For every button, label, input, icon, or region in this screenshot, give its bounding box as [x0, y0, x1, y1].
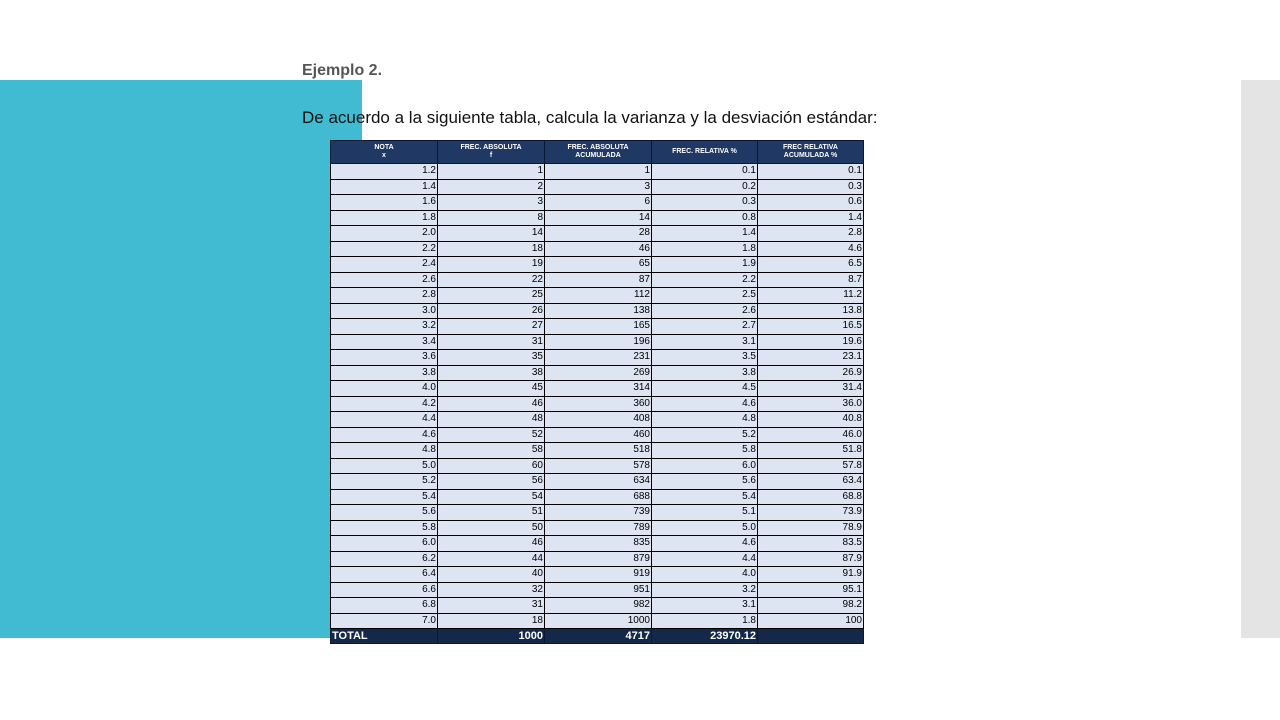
table-row — [331, 164, 864, 180]
cell-frec-relativa: 0.8 — [652, 210, 758, 226]
table-row — [331, 226, 864, 242]
table-row — [331, 195, 864, 211]
table-row — [331, 567, 864, 583]
cell-frec-relativa: 5.0 — [652, 520, 758, 536]
decorative-gray-strip — [1241, 80, 1280, 638]
cell-frec-relativa: 3.8 — [652, 365, 758, 381]
cell-nota: 6.8 — [331, 598, 438, 614]
cell-nota: 1.6 — [331, 195, 438, 211]
cell-nota: 3.0 — [331, 303, 438, 319]
cell-frec-absoluta-acumulada: 65 — [545, 257, 652, 273]
cell-nota: 5.8 — [331, 520, 438, 536]
cell-frec-relativa-acumulada: 78.9 — [758, 520, 864, 536]
cell-frec-relativa: 4.6 — [652, 536, 758, 552]
cell-frec-absoluta: 19 — [438, 257, 545, 273]
cell-nota: 3.6 — [331, 350, 438, 366]
cell-nota: 6.6 — [331, 582, 438, 598]
cell-frec-absoluta: 51 — [438, 505, 545, 521]
cell-frec-absoluta: 52 — [438, 427, 545, 443]
cell-frec-absoluta-acumulada: 3 — [545, 179, 652, 195]
cell-nota: 6.0 — [331, 536, 438, 552]
cell-nota: 6.4 — [331, 567, 438, 583]
cell-frec-absoluta: 50 — [438, 520, 545, 536]
cell-frec-relativa: 3.1 — [652, 334, 758, 350]
cell-frec-relativa: 0.3 — [652, 195, 758, 211]
cell-frec-relativa: 6.0 — [652, 458, 758, 474]
cell-frec-relativa-acumulada: 73.9 — [758, 505, 864, 521]
cell-frec-relativa: 1.8 — [652, 241, 758, 257]
cell-frec-absoluta: 31 — [438, 334, 545, 350]
cell-frec-relativa-acumulada: 40.8 — [758, 412, 864, 428]
cell-frec-relativa: 1.8 — [652, 613, 758, 629]
cell-nota: 3.8 — [331, 365, 438, 381]
cell-frec-relativa: 4.8 — [652, 412, 758, 428]
cell-frec-relativa: 3.2 — [652, 582, 758, 598]
cell-frec-absoluta-acumulada: 578 — [545, 458, 652, 474]
col-header-frec-relativa-acumulada: FREC RELATIVA ACUMULADA % — [758, 141, 864, 164]
cell-frec-absoluta-acumulada: 14 — [545, 210, 652, 226]
cell-frec-relativa: 5.2 — [652, 427, 758, 443]
cell-nota: 3.4 — [331, 334, 438, 350]
cell-frec-absoluta: 3 — [438, 195, 545, 211]
total-frec-absoluta-acumulada: 4717 — [545, 629, 652, 644]
cell-frec-absoluta: 2 — [438, 179, 545, 195]
cell-frec-absoluta-acumulada: 87 — [545, 272, 652, 288]
cell-frec-relativa-acumulada: 63.4 — [758, 474, 864, 490]
cell-frec-absoluta: 46 — [438, 396, 545, 412]
cell-frec-relativa: 4.0 — [652, 567, 758, 583]
cell-frec-absoluta: 56 — [438, 474, 545, 490]
cell-frec-relativa: 5.8 — [652, 443, 758, 459]
cell-nota: 1.4 — [331, 179, 438, 195]
table-row — [331, 412, 864, 428]
cell-frec-relativa: 3.5 — [652, 350, 758, 366]
cell-frec-absoluta-acumulada: 6 — [545, 195, 652, 211]
cell-frec-absoluta: 26 — [438, 303, 545, 319]
table-row — [331, 536, 864, 552]
cell-frec-absoluta-acumulada: 1000 — [545, 613, 652, 629]
table-row — [331, 474, 864, 490]
cell-nota: 5.2 — [331, 474, 438, 490]
decorative-teal-block — [0, 80, 362, 638]
cell-nota: 1.2 — [331, 164, 438, 180]
table-row — [331, 505, 864, 521]
cell-frec-absoluta-acumulada: 1 — [545, 164, 652, 180]
cell-frec-absoluta-acumulada: 112 — [545, 288, 652, 304]
cell-frec-absoluta-acumulada: 982 — [545, 598, 652, 614]
cell-frec-absoluta-acumulada: 269 — [545, 365, 652, 381]
cell-frec-relativa-acumulada: 36.0 — [758, 396, 864, 412]
cell-frec-relativa-acumulada: 57.8 — [758, 458, 864, 474]
cell-frec-relativa-acumulada: 83.5 — [758, 536, 864, 552]
cell-frec-absoluta-acumulada: 360 — [545, 396, 652, 412]
cell-nota: 2.4 — [331, 257, 438, 273]
cell-frec-relativa: 2.2 — [652, 272, 758, 288]
cell-frec-absoluta: 18 — [438, 613, 545, 629]
cell-frec-relativa-acumulada: 51.8 — [758, 443, 864, 459]
cell-nota: 5.0 — [331, 458, 438, 474]
cell-frec-relativa: 5.6 — [652, 474, 758, 490]
cell-nota: 5.4 — [331, 489, 438, 505]
cell-frec-relativa-acumulada: 23.1 — [758, 350, 864, 366]
cell-frec-absoluta-acumulada: 314 — [545, 381, 652, 397]
cell-frec-relativa: 1.9 — [652, 257, 758, 273]
cell-frec-absoluta-acumulada: 196 — [545, 334, 652, 350]
table-row — [331, 381, 864, 397]
col-header-frec-relativa: FREC. RELATIVA % — [652, 141, 758, 164]
table-row — [331, 210, 864, 226]
cell-nota: 7.0 — [331, 613, 438, 629]
frequency-table — [330, 140, 864, 644]
cell-frec-absoluta-acumulada: 408 — [545, 412, 652, 428]
cell-frec-absoluta: 60 — [438, 458, 545, 474]
cell-nota: 4.2 — [331, 396, 438, 412]
cell-frec-absoluta: 8 — [438, 210, 545, 226]
cell-nota: 5.6 — [331, 505, 438, 521]
table-total-row — [331, 629, 864, 644]
cell-frec-relativa: 0.2 — [652, 179, 758, 195]
cell-frec-relativa-acumulada: 0.6 — [758, 195, 864, 211]
table-row — [331, 365, 864, 381]
cell-frec-relativa: 5.4 — [652, 489, 758, 505]
cell-frec-absoluta: 40 — [438, 567, 545, 583]
cell-frec-relativa: 0.1 — [652, 164, 758, 180]
table-row — [331, 257, 864, 273]
cell-frec-absoluta: 38 — [438, 365, 545, 381]
total-label: TOTAL — [331, 629, 438, 644]
cell-frec-absoluta-acumulada: 739 — [545, 505, 652, 521]
cell-frec-absoluta: 45 — [438, 381, 545, 397]
table-body — [331, 164, 864, 629]
cell-frec-absoluta: 54 — [438, 489, 545, 505]
cell-frec-relativa: 2.7 — [652, 319, 758, 335]
cell-frec-relativa-acumulada: 19.6 — [758, 334, 864, 350]
cell-frec-relativa-acumulada: 31.4 — [758, 381, 864, 397]
cell-frec-absoluta: 35 — [438, 350, 545, 366]
cell-frec-absoluta-acumulada: 231 — [545, 350, 652, 366]
col-header-nota: NOTA x — [331, 141, 438, 164]
cell-frec-relativa-acumulada: 11.2 — [758, 288, 864, 304]
cell-frec-relativa: 1.4 — [652, 226, 758, 242]
cell-frec-relativa: 4.4 — [652, 551, 758, 567]
total-frec-absoluta: 1000 — [438, 629, 545, 644]
table-row — [331, 350, 864, 366]
table-row — [331, 427, 864, 443]
table-row — [331, 179, 864, 195]
cell-frec-absoluta: 46 — [438, 536, 545, 552]
table-row — [331, 272, 864, 288]
table-row — [331, 303, 864, 319]
table-row — [331, 288, 864, 304]
table-row — [331, 458, 864, 474]
table-row — [331, 319, 864, 335]
cell-nota: 2.6 — [331, 272, 438, 288]
cell-frec-absoluta-acumulada: 46 — [545, 241, 652, 257]
cell-nota: 2.2 — [331, 241, 438, 257]
cell-frec-relativa-acumulada: 98.2 — [758, 598, 864, 614]
cell-frec-relativa: 4.6 — [652, 396, 758, 412]
cell-frec-relativa-acumulada: 91.9 — [758, 567, 864, 583]
cell-frec-relativa-acumulada: 100 — [758, 613, 864, 629]
total-frec-relativa-acumulada — [758, 629, 864, 644]
cell-nota: 2.8 — [331, 288, 438, 304]
cell-nota: 1.8 — [331, 210, 438, 226]
cell-nota: 6.2 — [331, 551, 438, 567]
cell-frec-absoluta: 58 — [438, 443, 545, 459]
cell-frec-relativa-acumulada: 13.8 — [758, 303, 864, 319]
cell-frec-relativa-acumulada: 95.1 — [758, 582, 864, 598]
cell-frec-relativa: 3.1 — [652, 598, 758, 614]
table-row — [331, 396, 864, 412]
cell-nota: 2.0 — [331, 226, 438, 242]
cell-frec-relativa: 5.1 — [652, 505, 758, 521]
cell-frec-absoluta: 48 — [438, 412, 545, 428]
instruction-text: De acuerdo a la siguiente tabla, calcula la varianza y la desviación estándar: — [302, 108, 878, 127]
cell-frec-relativa: 2.5 — [652, 288, 758, 304]
cell-frec-relativa-acumulada: 8.7 — [758, 272, 864, 288]
table-row — [331, 551, 864, 567]
cell-frec-absoluta-acumulada: 28 — [545, 226, 652, 242]
cell-frec-relativa-acumulada: 2.8 — [758, 226, 864, 242]
cell-frec-relativa-acumulada: 87.9 — [758, 551, 864, 567]
cell-frec-relativa-acumulada: 6.5 — [758, 257, 864, 273]
cell-frec-absoluta: 1 — [438, 164, 545, 180]
cell-frec-absoluta: 25 — [438, 288, 545, 304]
cell-frec-absoluta-acumulada: 919 — [545, 567, 652, 583]
cell-frec-absoluta-acumulada: 688 — [545, 489, 652, 505]
cell-frec-absoluta-acumulada: 460 — [545, 427, 652, 443]
cell-frec-absoluta: 32 — [438, 582, 545, 598]
cell-frec-relativa-acumulada: 26.9 — [758, 365, 864, 381]
cell-nota: 4.6 — [331, 427, 438, 443]
cell-frec-absoluta-acumulada: 518 — [545, 443, 652, 459]
cell-frec-relativa-acumulada: 1.4 — [758, 210, 864, 226]
cell-frec-absoluta-acumulada: 951 — [545, 582, 652, 598]
cell-frec-absoluta-acumulada: 165 — [545, 319, 652, 335]
cell-frec-absoluta-acumulada: 835 — [545, 536, 652, 552]
example-heading: Ejemplo 2. — [302, 62, 383, 79]
table-row — [331, 334, 864, 350]
cell-nota: 4.8 — [331, 443, 438, 459]
cell-frec-relativa: 4.5 — [652, 381, 758, 397]
cell-nota: 3.2 — [331, 319, 438, 335]
table-row — [331, 520, 864, 536]
cell-frec-absoluta: 14 — [438, 226, 545, 242]
cell-frec-relativa-acumulada: 16.5 — [758, 319, 864, 335]
cell-frec-absoluta: 18 — [438, 241, 545, 257]
cell-frec-relativa-acumulada: 0.1 — [758, 164, 864, 180]
cell-frec-absoluta: 22 — [438, 272, 545, 288]
total-frec-relativa: 23970.12 — [652, 629, 758, 644]
cell-frec-absoluta-acumulada: 879 — [545, 551, 652, 567]
cell-frec-relativa-acumulada: 4.6 — [758, 241, 864, 257]
cell-frec-absoluta-acumulada: 634 — [545, 474, 652, 490]
table-row — [331, 489, 864, 505]
table-row — [331, 241, 864, 257]
cell-frec-relativa-acumulada: 68.8 — [758, 489, 864, 505]
cell-frec-absoluta-acumulada: 789 — [545, 520, 652, 536]
cell-frec-relativa-acumulada: 0.3 — [758, 179, 864, 195]
table-header-row — [331, 141, 864, 164]
cell-frec-absoluta: 44 — [438, 551, 545, 567]
cell-frec-absoluta: 27 — [438, 319, 545, 335]
table-row — [331, 582, 864, 598]
cell-nota: 4.4 — [331, 412, 438, 428]
cell-frec-absoluta-acumulada: 138 — [545, 303, 652, 319]
table-row — [331, 443, 864, 459]
cell-frec-relativa: 2.6 — [652, 303, 758, 319]
cell-frec-absoluta: 31 — [438, 598, 545, 614]
cell-frec-relativa-acumulada: 46.0 — [758, 427, 864, 443]
table-row — [331, 613, 864, 629]
table-row — [331, 598, 864, 614]
col-header-frec-absoluta: FREC. ABSOLUTA f — [438, 141, 545, 164]
col-header-frec-absoluta-acumulada: FREC. ABSOLUTA ACUMULADA — [545, 141, 652, 164]
cell-nota: 4.0 — [331, 381, 438, 397]
